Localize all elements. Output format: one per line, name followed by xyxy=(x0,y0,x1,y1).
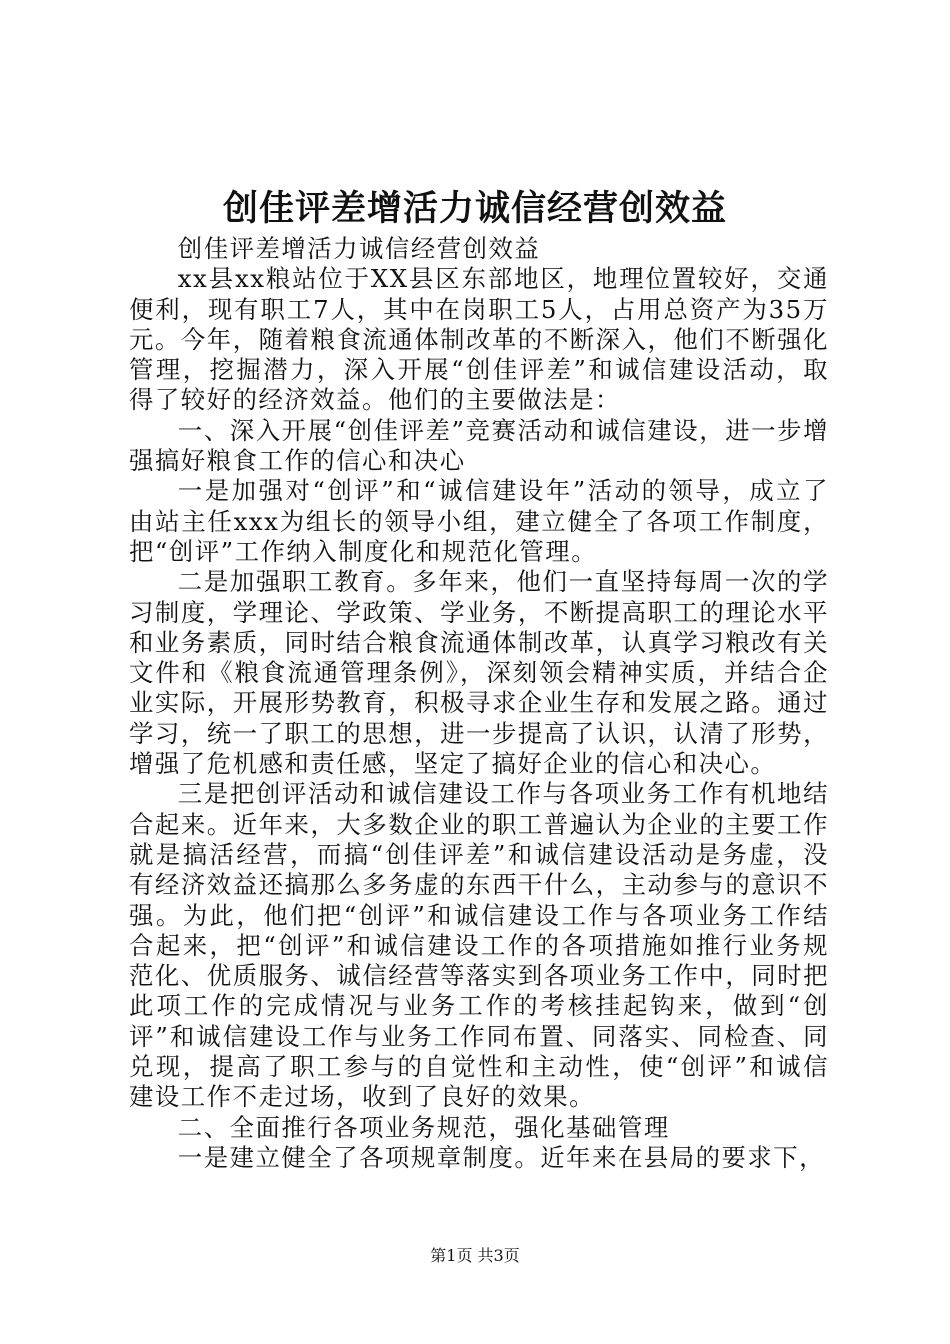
document-body xyxy=(129,234,829,1173)
page-footer: 第1页 共3页 xyxy=(430,1246,520,1265)
paragraph-point-3: 三是把创评活动和诚信建设工作与各项业务工作有机地结合起来。近年来，大多数企业的职工普遍认为企业的主要工作就是搞活经营，而搞“创佳评差”和诚信建设活动是务虚，没有经济效益还搞那么多务虚的东西干什么，主动参与的意识不强。为此，他们把“创评”和诚信建设工作与各项业务工作结合起来，把“创评”和诚信建设工作的各项措施如推行业务规范化、优质服务、诚信经营等落实到各项业务工作中，同时把此项工作的完成情况与业务工作的考核挂起钩来，做到“创评”和诚信建设工作与业务工作同布置、同落实、同检查、同兑现，提高了职工参与的自觉性和主动性，使“创评”和诚信建设工作不走过场，收到了良好的效果。 xyxy=(129,779,829,1112)
paragraph-intro: xx县xx粮站位于XX县区东部地区，地理位置较好，交通便利，现有职工7人，其中在岗职工5人，占用总资产为35万元。今年，随着粮食流通体制改革的不断深入，他们不断强化管理，挖掘潜力，深入开展“创佳评差”和诚信建设活动，取得了较好的经济效益。他们的主要做法是： xyxy=(129,264,829,415)
paragraph-subtitle: 创佳评差增活力诚信经营创效益 xyxy=(177,234,541,263)
section-heading-1: 一、深入开展“创佳评差”竞赛活动和诚信建设，进一步增强搞好粮食工作的信心和决心 xyxy=(129,415,829,476)
paragraph-point-2-1: 一是建立健全了各项规章制度。近年来在县局的要求下， xyxy=(177,1142,826,1172)
paragraph-point-2: 二是加强职工教育。多年来，他们一直坚持每周一次的学习制度，学理论、学政策、学业务，不断提高职工的理论水平和业务素质，同时结合粮食流通体制改革，认真学习粮改有关文件和《粮食流通管理条例》，深刻领会精神实质，并结合企业实际，开展形势教育，积极寻求企业生存和发展之路。通过学习，统一了职工的思想，进一步提高了认识，认清了形势，增强了危机感和责任感，坚定了搞好企业的信心和决心。 xyxy=(129,567,829,779)
document-title: 创佳评差增活力诚信经营创效益 xyxy=(222,188,727,229)
paragraph-point-1: 一是加强对“创评”和“诚信建设年”活动的领导，成立了由站主任xxx为组长的领导小组，建立健全了各项工作制度，把“创评”工作纳入制度化和规范化管理。 xyxy=(129,476,829,566)
section-heading-2: 二、全面推行各项业务规范，强化基础管理 xyxy=(177,1112,670,1142)
